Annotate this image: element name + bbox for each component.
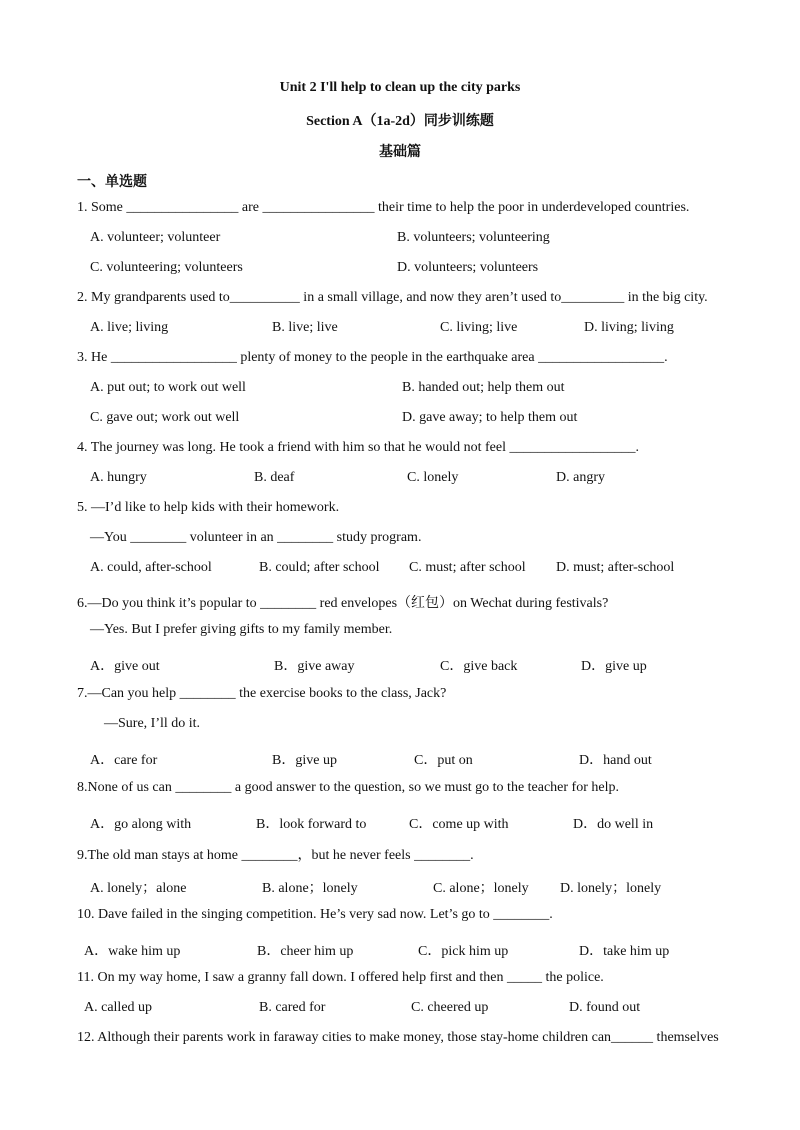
question-2-option-a: A. live; living xyxy=(90,320,169,335)
question-1-option-b: B. volunteers; volunteering xyxy=(397,230,550,245)
question-4-option-a: A. hungry xyxy=(90,470,147,485)
question-8-option-a: A．go along with xyxy=(90,817,192,832)
question-6-option-a: A．give out xyxy=(90,659,160,674)
question-9-option-b: B. alone；lonely xyxy=(262,881,358,896)
question-8-option-c: C．come up with xyxy=(409,817,509,832)
question-5-stem-reply: —You ________ volunteer in an ________ study program. xyxy=(90,530,422,545)
question-3-option-a: A. put out; to work out well xyxy=(90,380,246,395)
section-heading: 一、单选题 xyxy=(77,175,147,190)
question-11-option-c: C. cheered up xyxy=(411,1000,489,1015)
question-6-option-c: C．give back xyxy=(440,659,518,674)
question-5-stem: 5. —I’d like to help kids with their homework. xyxy=(77,500,340,515)
question-6-option-d: D．give up xyxy=(581,659,647,674)
question-11-option-a: A. called up xyxy=(84,1000,153,1015)
question-6-stem: 6.—Do you think it’s popular to ________ red envelopes（红包）on Wechat during festivals? xyxy=(77,596,609,611)
question-1-stem: 1. Some ________________ are ________________ their time to help the poor in underdeveloped countries. xyxy=(77,200,690,215)
question-8-option-b: B．look forward to xyxy=(256,817,367,832)
question-7-option-a: A．care for xyxy=(90,753,158,768)
question-3-stem: 3. He __________________ plenty of money to the people in the earthquake area __________________. xyxy=(77,350,668,365)
question-1-option-d: D. volunteers; volunteers xyxy=(397,260,539,275)
question-3-option-c: C. gave out; work out well xyxy=(90,410,240,425)
difficulty-level: 基础篇 xyxy=(379,145,421,160)
question-7-stem-reply: —Sure, I’ll do it. xyxy=(104,716,201,731)
question-10-option-d: D．take him up xyxy=(579,944,670,959)
document-title: Unit 2 I'll help to clean up the city parks xyxy=(279,80,521,95)
question-10-option-b: B．cheer him up xyxy=(257,944,354,959)
question-10-option-c: C．pick him up xyxy=(418,944,509,959)
question-6-stem-reply: —Yes. But I prefer giving gifts to my family member. xyxy=(90,622,393,637)
question-6-option-b: B．give away xyxy=(274,659,355,674)
question-2-stem: 2. My grandparents used to__________ in a small village, and now they aren’t used to_________ in the big city. xyxy=(77,290,708,305)
question-1-option-c: C. volunteering; volunteers xyxy=(90,260,243,275)
question-5-option-c: C. must; after school xyxy=(409,560,526,575)
question-4-option-c: C. lonely xyxy=(407,470,459,485)
document-subtitle: Section A（1a-2d）同步训练题 xyxy=(306,114,494,129)
question-4-option-d: D. angry xyxy=(556,470,605,485)
question-9-stem: 9.The old man stays at home ________，but he never feels ________. xyxy=(77,848,474,863)
question-9-option-d: D. lonely；lonely xyxy=(560,881,662,896)
question-11-stem: 11. On my way home, I saw a granny fall down. I offered help first and then _____ the police. xyxy=(77,970,604,985)
question-3-option-d: D. gave away; to help them out xyxy=(402,410,578,425)
question-9-option-c: C. alone；lonely xyxy=(433,881,529,896)
question-9-option-a: A. lonely；alone xyxy=(90,881,187,896)
question-8-option-d: D．do well in xyxy=(573,817,654,832)
question-2-option-c: C. living; live xyxy=(440,320,518,335)
question-8-stem: 8.None of us can ________ a good answer to the question, so we must go to the teacher for help. xyxy=(77,780,619,795)
question-2-option-d: D. living; living xyxy=(584,320,674,335)
question-11-option-b: B. cared for xyxy=(259,1000,326,1015)
question-4-option-b: B. deaf xyxy=(254,470,295,485)
question-4-stem: 4. The journey was long. He took a friend with him so that he would not feel __________________. xyxy=(77,440,639,455)
question-7-stem: 7.—Can you help ________ the exercise books to the class, Jack? xyxy=(77,686,447,701)
question-3-option-b: B. handed out; help them out xyxy=(402,380,565,395)
question-7-option-d: D．hand out xyxy=(579,753,652,768)
question-2-option-b: B. live; live xyxy=(272,320,338,335)
question-5-option-d: D. must; after-school xyxy=(556,560,675,575)
question-7-option-c: C．put on xyxy=(414,753,473,768)
question-7-option-b: B．give up xyxy=(272,753,337,768)
question-1-option-a: A. volunteer; volunteer xyxy=(90,230,221,245)
question-11-option-d: D. found out xyxy=(569,1000,641,1015)
question-12-stem: 12. Although their parents work in faraway cities to make money, those stay-home children can______ themselves xyxy=(77,1030,719,1045)
question-5-option-b: B. could; after school xyxy=(259,560,380,575)
question-5-option-a: A. could, after-school xyxy=(90,560,212,575)
question-10-option-a: A．wake him up xyxy=(84,944,181,959)
question-10-stem: 10. Dave failed in the singing competition. He’s very sad now. Let’s go to ________. xyxy=(77,907,553,922)
